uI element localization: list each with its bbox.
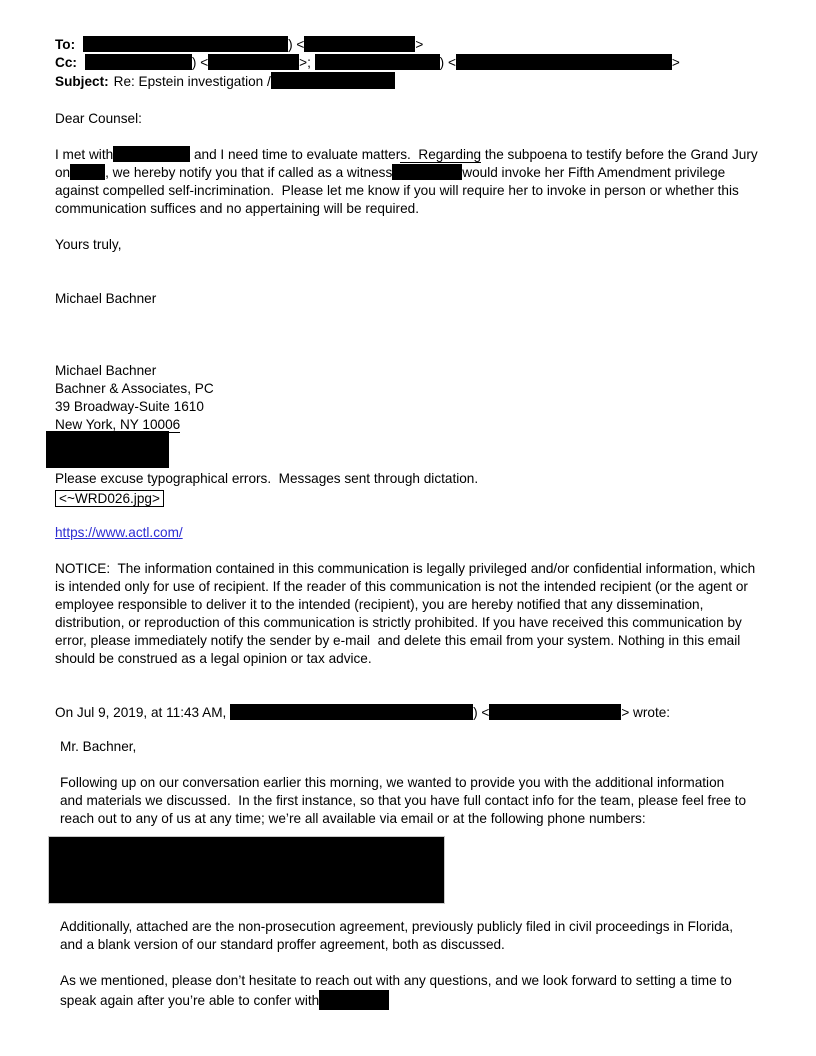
dictation-note: Please excuse typographical errors. Messages sent through dictation. <box>55 471 479 486</box>
email-header-block <box>55 36 811 90</box>
reply-text: and a blank version of our standard proffer agreement, both as discussed. <box>60 937 505 952</box>
redaction-bar-cc-email-2 <box>456 54 672 70</box>
notice-text: should be construed as a legal opinion or tax advice. <box>55 651 372 666</box>
p1-text: on <box>55 165 71 180</box>
reply-text: Additionally, attached are the non-prosecution agreement, previously publicly filed in civil proceedings in Florida, <box>60 919 734 934</box>
cc-close-bracket: > <box>671 55 680 70</box>
p1-text: communication suffices and no appertaining will be required. <box>55 201 419 216</box>
to-separator: ) < <box>288 37 305 52</box>
p1-text: , we hereby notify you that if called as a witness <box>105 165 393 180</box>
attachment-line <box>55 488 811 506</box>
redaction-bar-date <box>70 164 105 180</box>
cc-separator-1: ) < <box>191 55 209 70</box>
notice-text: distribution, or reproduction of this communication is strictly prohibited. If you have received this communication by <box>55 615 742 630</box>
redaction-bar-sender-email <box>489 704 621 720</box>
p1-text: and I need time to evaluate matter <box>190 147 401 162</box>
cc-separator-2: >; <box>299 55 315 70</box>
subject-label: Subject: <box>55 74 109 89</box>
signature-city: New York, NY 10006 <box>55 417 181 432</box>
p1-text: I met with <box>55 147 114 162</box>
reply-text: speak again after you’re able to confer with <box>60 993 320 1008</box>
signed-name: Michael Bachner <box>55 291 157 306</box>
notice-text: error, please immediately notify the sender by e-mail and delete this email from your system. Nothing in this email <box>55 633 741 648</box>
salutation: Dear Counsel: <box>55 111 142 126</box>
to-close-bracket: > <box>415 37 424 52</box>
p1-text: the subpoena to testify before the Grand Jury <box>481 147 758 162</box>
website-link[interactable]: https://www.actl.com/ <box>55 525 183 540</box>
redaction-bar-person-name <box>113 146 190 162</box>
attribution-text: On Jul 9, 2019, at 11:43 AM, <box>55 705 231 720</box>
redaction-bar-cc-name-1 <box>85 54 192 70</box>
notice-text: NOTICE: The information contained in this communication is legally privileged and/or confidential information, which <box>55 561 756 576</box>
reply-paragraph-2 <box>60 918 811 954</box>
reply-paragraph-1 <box>60 774 811 828</box>
letter-paragraph-1 <box>55 146 811 218</box>
reply-greeting: Mr. Bachner, <box>60 739 137 754</box>
redaction-bar-sender-name <box>230 704 473 720</box>
header-subject-line <box>55 72 811 90</box>
signature-firm: Bachner & Associates, PC <box>55 381 214 396</box>
cc-separator-3: ) < <box>439 55 456 70</box>
subject-text: Re: Epstein investigation / <box>113 74 271 89</box>
notice-text: is intended only for use of recipient. If the reader of this communication is not the intended recipient (or the agent or <box>55 579 748 594</box>
cc-label: Cc: <box>55 55 77 70</box>
reply-text: and materials we discussed. In the first instance, so that you have full contact info for the team, please feel free to <box>60 793 747 808</box>
link-line <box>55 524 811 542</box>
reply-text: reach out to any of us at any time; we’re all available via email or at the following phone numbers: <box>60 811 646 826</box>
redaction-bar-cc-email-1 <box>208 54 299 70</box>
attachment-placeholder: <~WRD026.jpg> <box>55 490 164 507</box>
attribution-separator: ) < <box>473 705 490 720</box>
p1-text-underline-artifact: s. Regarding <box>400 147 482 162</box>
signature-address: 39 Broadway-Suite 1610 <box>55 399 204 414</box>
redaction-block-phone-numbers <box>48 836 445 904</box>
reply-paragraph-3 <box>60 972 811 1008</box>
notice-text: employee responsible to deliver it to the intended (recipient), you are hereby notified that any dissemination, <box>55 597 704 612</box>
signature-name: Michael Bachner <box>55 363 157 378</box>
header-cc-line <box>55 54 811 72</box>
signature-block <box>55 362 811 434</box>
p1-text: would invoke her Fifth Amendment privilege <box>462 165 726 180</box>
reply-text: Following up on our conversation earlier this morning, we wanted to provide you with the additional information <box>60 775 725 790</box>
p1-text: against compelled self-incrimination. Please let me know if you will require her to invoke in person or whether this <box>55 183 739 198</box>
closing: Yours truly, <box>55 237 122 252</box>
header-to-line <box>55 36 811 54</box>
to-label: To: <box>55 37 76 52</box>
redaction-bar-to-email <box>304 36 415 52</box>
redaction-bar-cc-name-2 <box>315 54 440 70</box>
redaction-block-phone <box>46 431 169 468</box>
redaction-bar-subject <box>271 72 395 89</box>
attribution-suffix: > wrote: <box>621 705 671 720</box>
legal-notice <box>55 560 811 668</box>
quoted-attribution-line <box>55 704 811 722</box>
redaction-bar-witness-name <box>392 164 462 180</box>
redaction-bar-to-name <box>83 36 288 52</box>
reply-text: As we mentioned, please don’t hesitate to reach out with any questions, and we look forward to setting a time to <box>60 973 732 988</box>
redaction-bar-confer-name <box>319 990 389 1010</box>
